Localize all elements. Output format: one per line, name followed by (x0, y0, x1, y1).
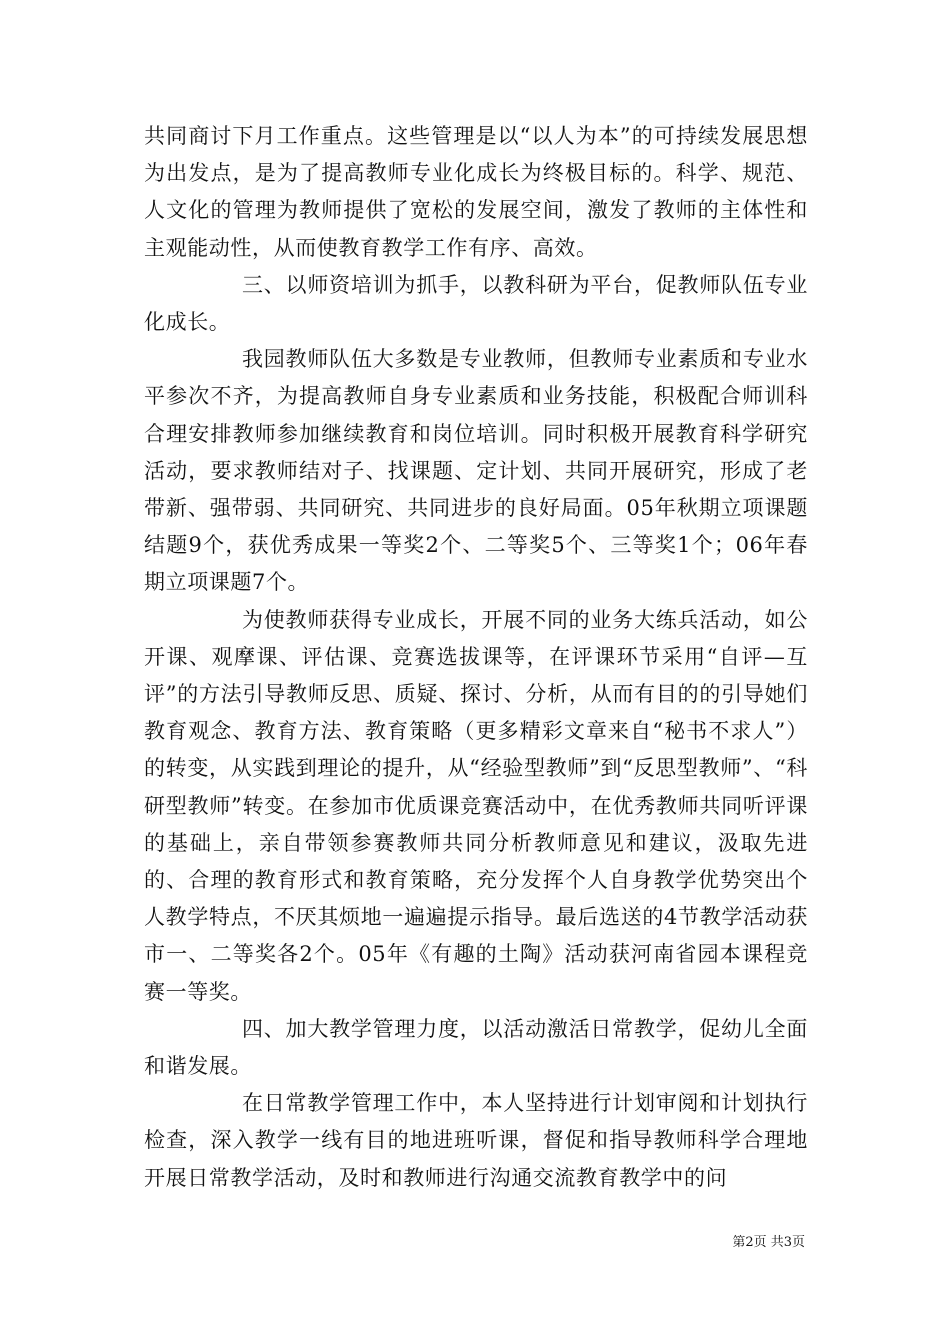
page-number-footer: 第2页 共3页 (732, 1235, 805, 1250)
paragraph-teaching-management: 在日常教学管理工作中，本人坚持进行计划审阅和计划执行检查，深入教学一线有目的地进班听课，督促和指导教师科学合理地开展日常教学活动，及时和教师进行沟通交流教育教学中的问 (144, 1091, 808, 1190)
section-heading-4: 四、加大教学管理力度，以活动激活日常教学，促幼儿全面和谐发展。 (144, 1016, 808, 1079)
section-heading-3: 三、以师资培训为抓手，以教科研为平台，促教师队伍专业化成长。 (144, 272, 808, 335)
paragraph-teacher-training: 我园教师队伍大多数是专业教师，但教师专业素质和专业水平参次不齐，为提高教师自身专业素质和业务技能，积极配合师训科合理安排教师参加继续教育和岗位培训。同时积极开展教育科学研究活动，要求教师结对子、找课题、定计划、共同开展研究，形成了老带新、强带弱、共同研究、共同进步的良好局面。05年秋期立项课题结题9个，获优秀成果一等奖2个、二等奖5个、三等奖1个；06年春期立项课题7个。 (144, 347, 808, 595)
paragraph-continuation: 共同商讨下月工作重点。这些管理是以“以人为本”的可持续发展思想为出发点，是为了提高教师专业化成长为终极目标的。科学、规范、人文化的管理为教师提供了宽松的发展空间，激发了教师的主体性和主观能动性，从而使教育教学工作有序、高效。 (144, 124, 808, 260)
paragraph-professional-growth: 为使教师获得专业成长，开展不同的业务大练兵活动，如公开课、观摩课、评估课、竞赛选拔课等，在评课环节采用“自评—互评”的方法引导教师反思、质疑、探讨、分析，从而有目的的引导她们教育观念、教育方法、教育策略（更多精彩文章来自“秘书不求人”）的转变，从实践到理论的提升，从“经验型教师”到“反思型教师”、“科研型教师”转变。在参加市优质课竞赛活动中，在优秀教师共同听评课的基础上，亲自带领参赛教师共同分析教师意见和建议，汲取先进的、合理的教育形式和教育策略，充分发挥个人自身教学优势突出个人教学特点，不厌其烦地一遍遍提示指导。最后选送的4节教学活动获市一、二等奖各2个。05年《有趣的土陶》活动获河南省园本课程竞赛一等奖。 (144, 607, 808, 1004)
document-body (144, 118, 808, 1197)
